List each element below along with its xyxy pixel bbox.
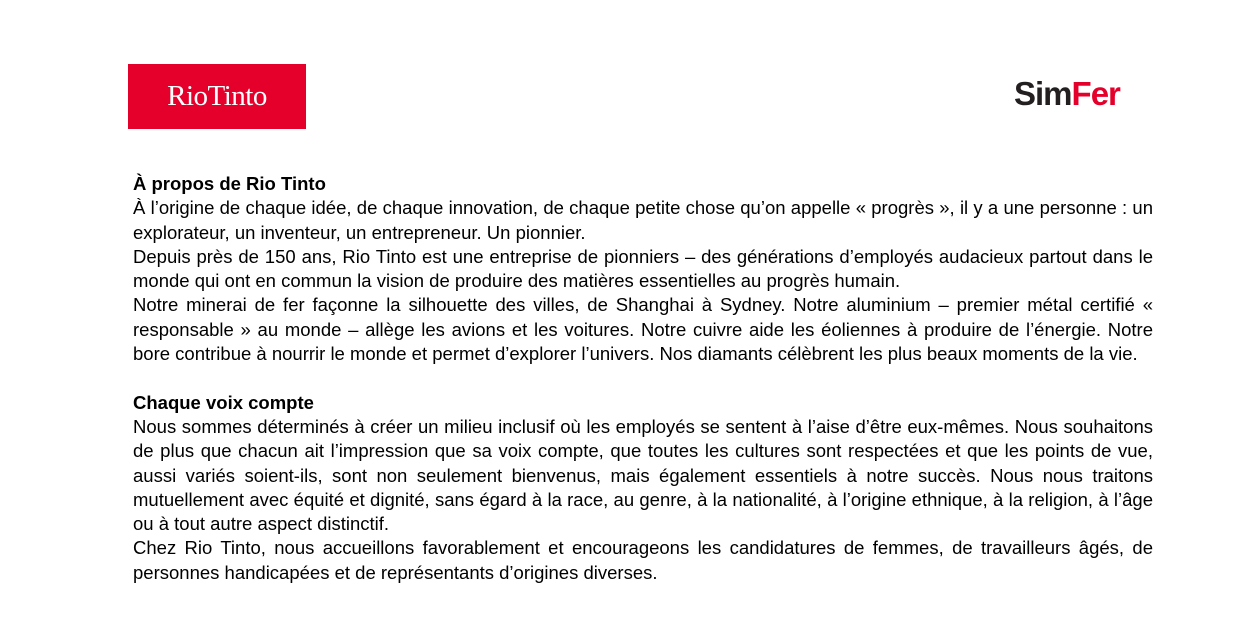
section-heading-voice: Chaque voix compte <box>133 391 314 413</box>
simfer-logo <box>1014 74 1120 114</box>
simfer-logo-sim: Sim <box>1014 75 1072 112</box>
rio-tinto-logo <box>128 64 306 129</box>
paragraph-about-history: Depuis près de 150 ans, Rio Tinto est une entreprise de pionniers – des générations d’employés audacieux partout dans le monde qui ont en commun la vision de produire des matières essentielles au progrès humain. <box>133 245 1153 292</box>
paragraph-voice-inclusion: Nous sommes déterminés à créer un milieu inclusif où les employés se sentent à l’aise d’être eux-mêmes. Nous souhaitons de plus que chacun ait l’impression que sa voix compte, que toutes les cultures sont respectées et que les points de vue, aussi variés soient-ils, sont non seulement bienvenus, mais également essentiels à notre succès. Nous nous traitons mutuellement avec équité et dignité, sans égard à la race, au genre, à la nationalité, à l’origine ethnique, à la religion, à l’âge ou à tout autre aspect distinctif. <box>133 415 1153 535</box>
paragraph-about-intro: À l’origine de chaque idée, de chaque innovation, de chaque petite chose qu’on appelle « progrès », il y a une personne : un explorateur, un inventeur, un entrepreneur. Un pionnier. <box>133 197 1153 243</box>
paragraph-about-products: Notre minerai de fer façonne la silhouette des villes, de Shanghai à Sydney. Notre aluminium – premier métal certifié « responsable » au monde – allège les avions et les voitures. Notre cuivre aide les éoliennes à produire de l’énergie. Notre bore contribue à nourrir le monde et permet d’explorer l’univers. Nos diamants célèbrent les plus beaux moments de la vie. <box>133 294 1153 365</box>
document-body <box>133 172 1153 585</box>
rio-tinto-logo-text: RioTinto <box>167 80 267 112</box>
section-spacer <box>133 366 1153 390</box>
paragraph-voice-applications: Chez Rio Tinto, nous accueillons favorablement et encourageons les candidatures de femmes, de travailleurs âgés, de personnes handicapées et de représentants d’origines diverses. <box>133 537 1153 583</box>
section-heading-about: À propos de Rio Tinto <box>133 173 326 194</box>
simfer-logo-fer: Fer <box>1071 75 1120 112</box>
